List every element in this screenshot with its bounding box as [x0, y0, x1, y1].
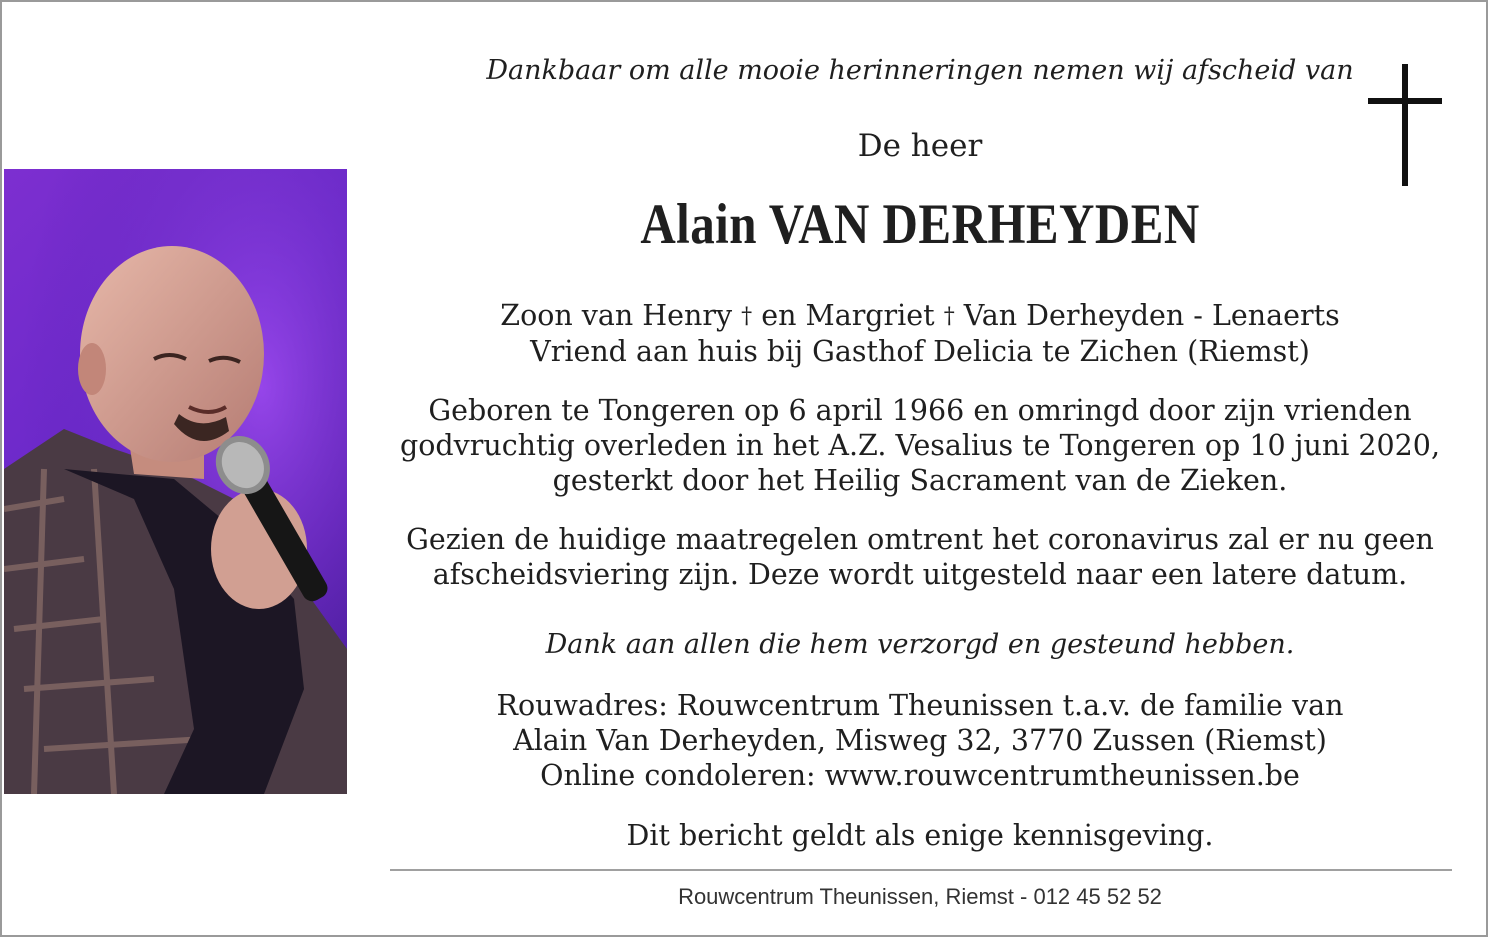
address-line: Rouwadres: Rouwcentrum Theunissen t.a.v. de familie van [496, 689, 1344, 722]
family-paragraph [392, 298, 1448, 369]
portrait-photo [4, 169, 347, 794]
text-line: godvruchtig overleden in het A.Z. Vesalius te Tongeren op 10 juni 2020, [399, 429, 1440, 462]
parents-part-surnames: Van Derheyden - Lenaerts [963, 299, 1340, 332]
text-line: gesterkt door het Heilig Sacrament van de Zieken. [552, 464, 1288, 497]
corona-paragraph [392, 522, 1448, 592]
friend-line: Vriend aan huis bij Gasthof Delicia te Zichen (Riemst) [530, 335, 1310, 368]
footer-text: Rouwcentrum Theunissen, Riemst - 012 45 52 52 [678, 884, 1162, 909]
parents-line [392, 298, 1448, 334]
deceased-name: Alain VAN DERHEYDEN [640, 193, 1200, 256]
birth-death-paragraph [392, 393, 1448, 498]
parents-part-mother: en Margriet [761, 299, 935, 332]
intro-line: Dankbaar om alle mooie herinneringen nemen wij afscheid van [486, 55, 1354, 86]
address-paragraph [392, 688, 1448, 793]
footer-divider [390, 869, 1452, 871]
address-line: Alain Van Derheyden, Misweg 32, 3770 Zussen (Riemst) [513, 724, 1327, 757]
closing-line: Dit bericht geldt als enige kennisgeving. [626, 819, 1214, 852]
dagger-icon: † [943, 304, 955, 329]
text-line: Gezien de huidige maatregelen omtrent het coronavirus zal er nu geen [406, 523, 1434, 556]
salutation: De heer [857, 128, 983, 164]
thanks-line: Dank aan allen die hem verzorgd en gesteund hebben. [545, 629, 1295, 660]
text-line: Geboren te Tongeren op 6 april 1966 en omringd door zijn vrienden [428, 394, 1412, 427]
text-line: afscheidsviering zijn. Deze wordt uitgesteld naar een latere datum. [432, 558, 1408, 591]
dagger-icon: † [741, 304, 753, 329]
condolence-line: Online condoleren: www.rouwcentrumtheunissen.be [540, 759, 1300, 792]
parents-part-father: Zoon van Henry [500, 299, 733, 332]
